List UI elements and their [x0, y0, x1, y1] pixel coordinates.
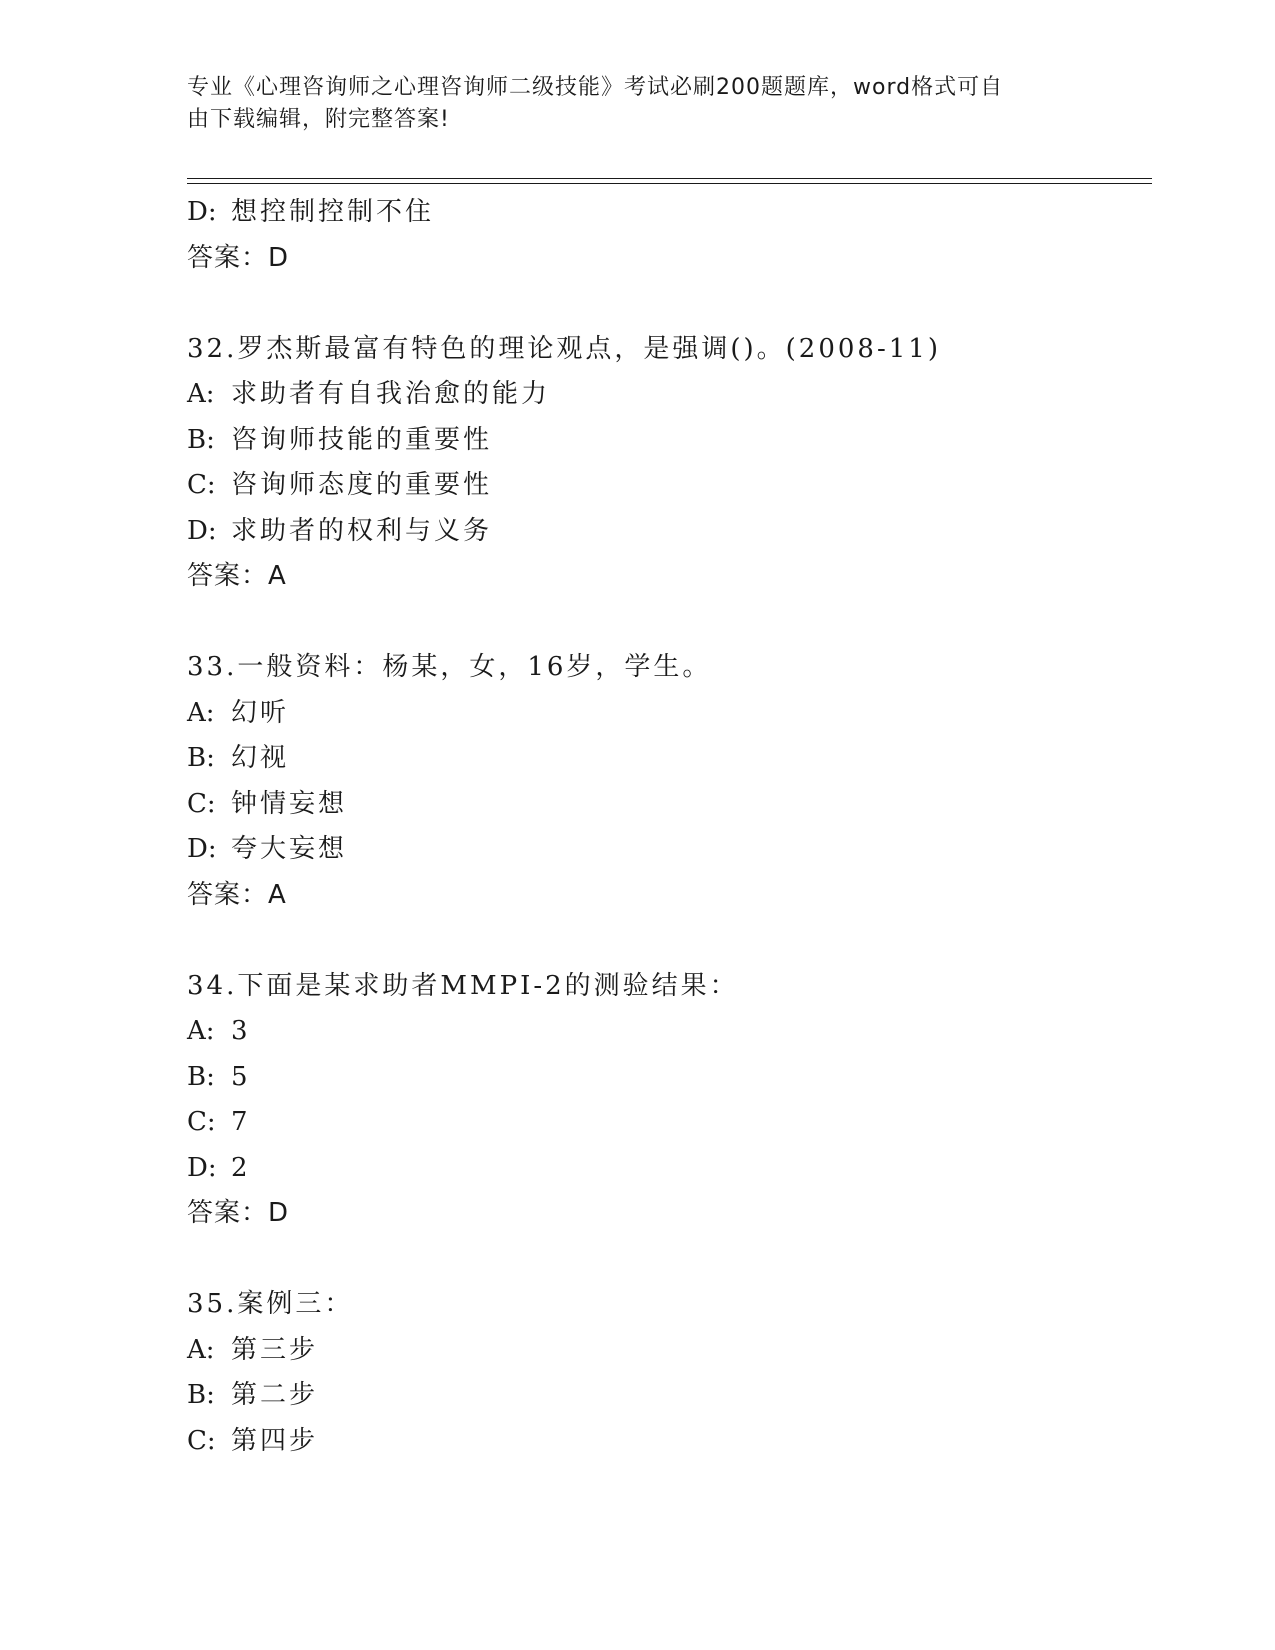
option-c	[187, 782, 1147, 828]
option-text: 求助者有自我治愈的能力	[231, 379, 551, 409]
option-letter: A:	[187, 697, 215, 728]
header-line-2: 由下载编辑，附完整答案!	[187, 107, 450, 132]
option-text: 钟情妄想	[231, 788, 348, 819]
option-text: 咨询师态度的重要性	[231, 470, 493, 500]
option-text: 咨询师技能的重要性	[231, 424, 493, 455]
spacer	[187, 281, 1147, 327]
question-stem: 32.罗杰斯最富有特色的理论观点，是强调()。(2008-11)	[187, 333, 941, 364]
option-a	[187, 691, 1147, 737]
spacer	[187, 600, 1147, 646]
option-text: 第四步	[231, 1425, 319, 1456]
answer-line: 答案：A	[187, 879, 287, 910]
option-d	[187, 190, 1147, 236]
option-d	[187, 509, 1147, 555]
option-letter: D:	[187, 515, 217, 546]
header-rule-bottom	[187, 183, 1152, 184]
option-d	[187, 1146, 1147, 1192]
option-c	[187, 1100, 1147, 1146]
option-letter: D:	[187, 1152, 217, 1183]
option-text: 幻听	[231, 697, 290, 728]
option-letter: D:	[187, 834, 217, 864]
option-text: 2	[231, 1152, 251, 1183]
option-letter: C:	[187, 470, 216, 500]
option-text: 第二步	[231, 1380, 319, 1410]
option-b	[187, 418, 1147, 464]
option-text: 第三步	[231, 1334, 319, 1365]
answer-line: 答案：D	[187, 242, 290, 273]
option-letter: A:	[187, 1016, 215, 1046]
option-letter: B:	[187, 743, 215, 773]
option-d	[187, 827, 1147, 873]
question-stem: 33.一般资料：杨某，女，16岁，学生。	[187, 652, 712, 682]
option-c	[187, 463, 1147, 509]
option-letter: C:	[187, 1107, 216, 1137]
option-letter: C:	[187, 1425, 216, 1456]
option-b	[187, 736, 1147, 782]
option-b	[187, 1373, 1147, 1419]
option-letter: A:	[187, 379, 215, 409]
option-letter: D:	[187, 197, 217, 227]
header-line-1: 专业《心理咨询师之心理咨询师二级技能》考试必刷200题题库，word格式可自	[187, 75, 1004, 100]
option-text: 夸大妄想	[231, 834, 348, 864]
option-text: 5	[231, 1061, 251, 1092]
option-b	[187, 1055, 1147, 1101]
spacer	[187, 1237, 1147, 1283]
spacer	[187, 918, 1147, 964]
option-letter: B:	[187, 424, 215, 455]
header-rule-top	[187, 178, 1152, 179]
option-text: 求助者的权利与义务	[231, 515, 493, 546]
option-text: 想控制控制不住	[231, 197, 435, 227]
option-letter: B:	[187, 1380, 215, 1410]
option-text: 7	[231, 1107, 251, 1137]
answer-line: 答案：D	[187, 1198, 290, 1228]
option-text: 3	[231, 1016, 251, 1046]
answer-line: 答案：A	[187, 561, 287, 591]
option-text: 幻视	[231, 743, 290, 773]
option-a	[187, 1009, 1147, 1055]
option-a	[187, 1328, 1147, 1374]
document-header	[187, 72, 1067, 136]
option-letter: B:	[187, 1061, 215, 1092]
question-stem: 34.下面是某求助者MMPI-2的测验结果：	[187, 970, 739, 1001]
question-stem: 35.案例三：	[187, 1289, 354, 1319]
option-a	[187, 372, 1147, 418]
option-letter: A:	[187, 1334, 215, 1365]
question-list	[187, 190, 1147, 1464]
option-letter: C:	[187, 788, 216, 819]
option-c	[187, 1419, 1147, 1465]
